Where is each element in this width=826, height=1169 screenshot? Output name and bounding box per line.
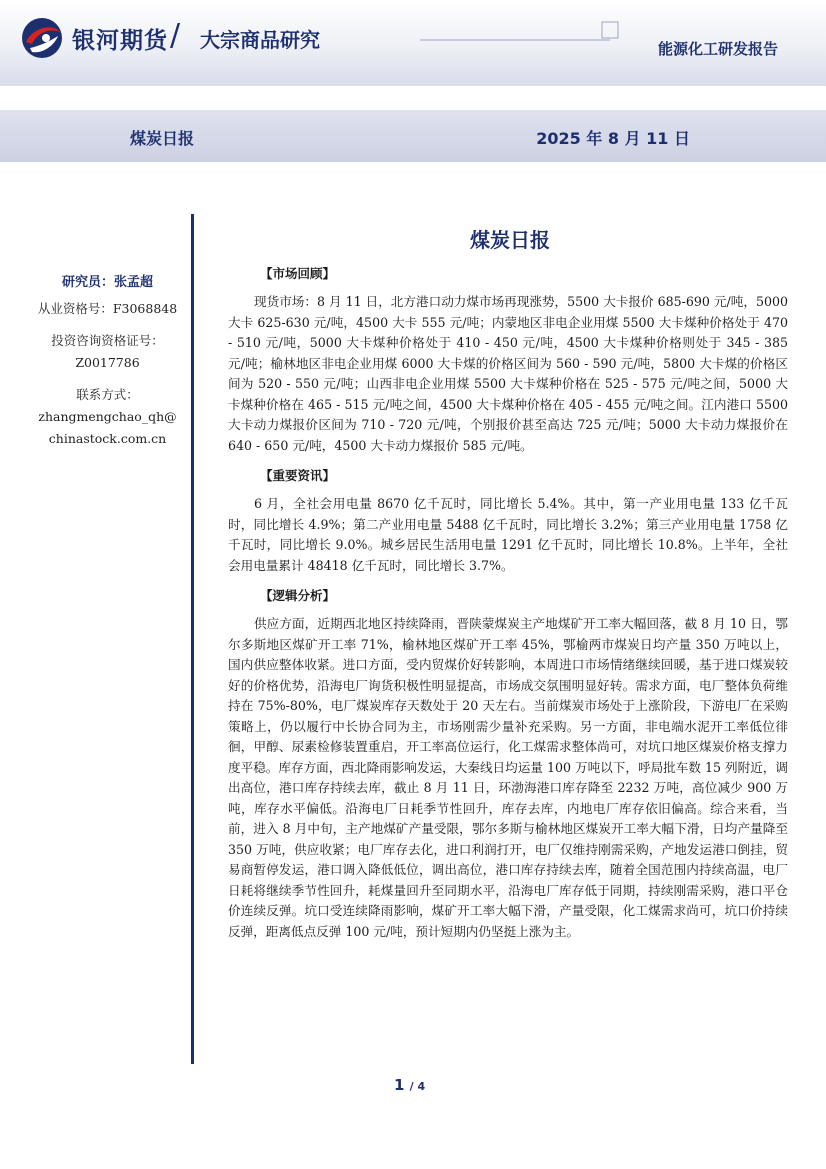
band-title: 煤炭日报 bbox=[130, 129, 195, 148]
total-pages: / 4 bbox=[409, 1080, 426, 1093]
page-number bbox=[394, 1076, 425, 1094]
advisory-label: 投资咨询资格证号： bbox=[51, 333, 164, 348]
page-header bbox=[0, 0, 826, 86]
section-heading-market-review: 【市场回顾】 bbox=[260, 266, 336, 281]
section-paragraph-news: 6 月，全社会用电量 8670 亿千瓦时，同比增长 5.4%。其中，第一产业用电量 133 亿千瓦时，同比增长 4.9%；第二产业用电量 5488 亿千瓦时，同比增长 3.2%；第三产业用电量 1758 亿千瓦时，同比增长 9.0%。城乡居民生活用电量 1291 亿千瓦时，同比增长 10.8%。上半年，全社会用电量累计 48418 亿千瓦时，同比增长 3.7%。 bbox=[228, 496, 788, 573]
qualification-number: 从业资格号：F3068848 bbox=[37, 301, 178, 316]
brand-subtitle: 大宗商品研究 bbox=[200, 28, 320, 52]
section-paragraph-analysis: 供应方面，近期西北地区持续降雨，晋陕蒙煤炭主产地煤矿开工率大幅回落，截 8 月 10 日，鄂尔多斯地区煤矿开工率 71%，榆林地区煤矿开工率 45%，鄂榆两市煤炭日均产量 350 万吨以上，国内供应整体收紧。进口方面，受内贸煤价好转影响，本周进口市场情绪继续回暖，基于进口煤炭较好的价格优势，沿海电厂询货积极性明显提高，市场成交氛围明显好转。需求方面，电厂整体负荷维持在 75%-80%，电厂煤炭库存天数处于 20 天左右。当前煤炭市场处于上涨阶段，下游电厂在采购策略上，仍以履行中长协合同为主，市场刚需少量补充采购。另一方面，非电端水泥开工率低位徘徊，甲醇、尿素检修装置重启，开工率高位运行，化工煤需求整体尚可，对坑口地区煤炭价格支撑力度平稳。库存方面，西北降雨影响发运，大秦线日均运量 100 万吨以下，呼局批车数 15 列附近，调出高位，港口库存持续去库，截止 8 月 11 日，环渤海港口库存降至 2232 万吨，高位减少 900 万吨，库存水平偏低。沿海电厂日耗季节性回升，库存去库，内地电厂库存依旧偏高。综合来看，当前，进入 8 月中旬，主产地煤矿产量受限，鄂尔多斯与榆林地区煤炭开工率大幅下滑，日均产量降至 350 万吨，供应收紧；电厂库存去化，进口利润打开，电厂仅维持刚需采购，产地发运港口倒挂，贸易商暂停发运，港口调入降低低位，调出高位，港口库存持续去库，随着全国范围内持续高温，电厂日耗将继续季节性回升，耗煤量回升至同期水平，沿海电厂库存低于同期，持续刚需采购，港口平仓价连续反弹。坑口受连续降雨影响，煤矿开工率大幅下滑，产量受限，化工煤需求尚可，坑口价持续反弹，距离低点反弹 100 元/吨，预计短期内仍坚挺上涨为主。 bbox=[228, 616, 788, 939]
email-line-1[interactable]: zhangmengchao_qh@ bbox=[38, 409, 177, 424]
section-paragraph-market-review: 现货市场：8 月 11 日，北方港口动力煤市场再现涨势，5500 大卡报价 685-690 元/吨，5000 大卡 625-630 元/吨，4500 大卡 555 元/吨；内蒙地区非电企业用煤 5500 大卡煤种价格处于 470 - 510 元/吨，5000 大卡煤种价格处于 410 - 450 元/吨，4500 大卡煤种价格则处于 345 - 385 元/吨；榆林地区非电企业用煤 6000 大卡煤的价格区间为 560 - 590 元/吨，5800 大卡煤的价格区间为 520 - 550 元/吨；山西非电企业用煤 5500 大卡煤种价格在 525 - 575 元/吨之间，5000 大卡煤种价格在 465 - 515 元/吨之间，4500 大卡煤种价格在 405 - 455 元/吨之间。江内港口 5500 大卡动力煤报价区间为 710 - 720 元/吨，个别报价甚至高达 725 元/吨；5000 大卡动力煤报价在 640 - 650 元/吨，4500 大卡动力煤报价 585 元/吨。 bbox=[228, 294, 788, 453]
report-body bbox=[228, 264, 788, 952]
galaxy-logo-icon bbox=[20, 16, 64, 60]
sidebar-divider bbox=[191, 214, 194, 1064]
current-page: 1 bbox=[394, 1076, 405, 1094]
author-sidebar bbox=[30, 272, 185, 450]
main-title: 煤炭日报 bbox=[470, 228, 550, 252]
advisory-number: Z0017786 bbox=[75, 355, 140, 370]
header-decoration bbox=[420, 20, 620, 44]
brand-separator: / bbox=[170, 18, 181, 53]
brand-name: 银河期货 bbox=[72, 28, 168, 54]
section-heading-news: 【重要资讯】 bbox=[260, 468, 336, 483]
researcher-name: 研究员：张孟超 bbox=[61, 275, 153, 290]
email-line-2[interactable]: chinastock.com.cn bbox=[48, 431, 167, 446]
title-band bbox=[0, 110, 826, 162]
report-type: 能源化工研发报告 bbox=[657, 40, 778, 58]
contact-label: 联系方式： bbox=[76, 387, 139, 402]
report-date: 2025 年 8 月 11 日 bbox=[536, 129, 690, 148]
section-heading-analysis: 【逻辑分析】 bbox=[260, 588, 336, 603]
